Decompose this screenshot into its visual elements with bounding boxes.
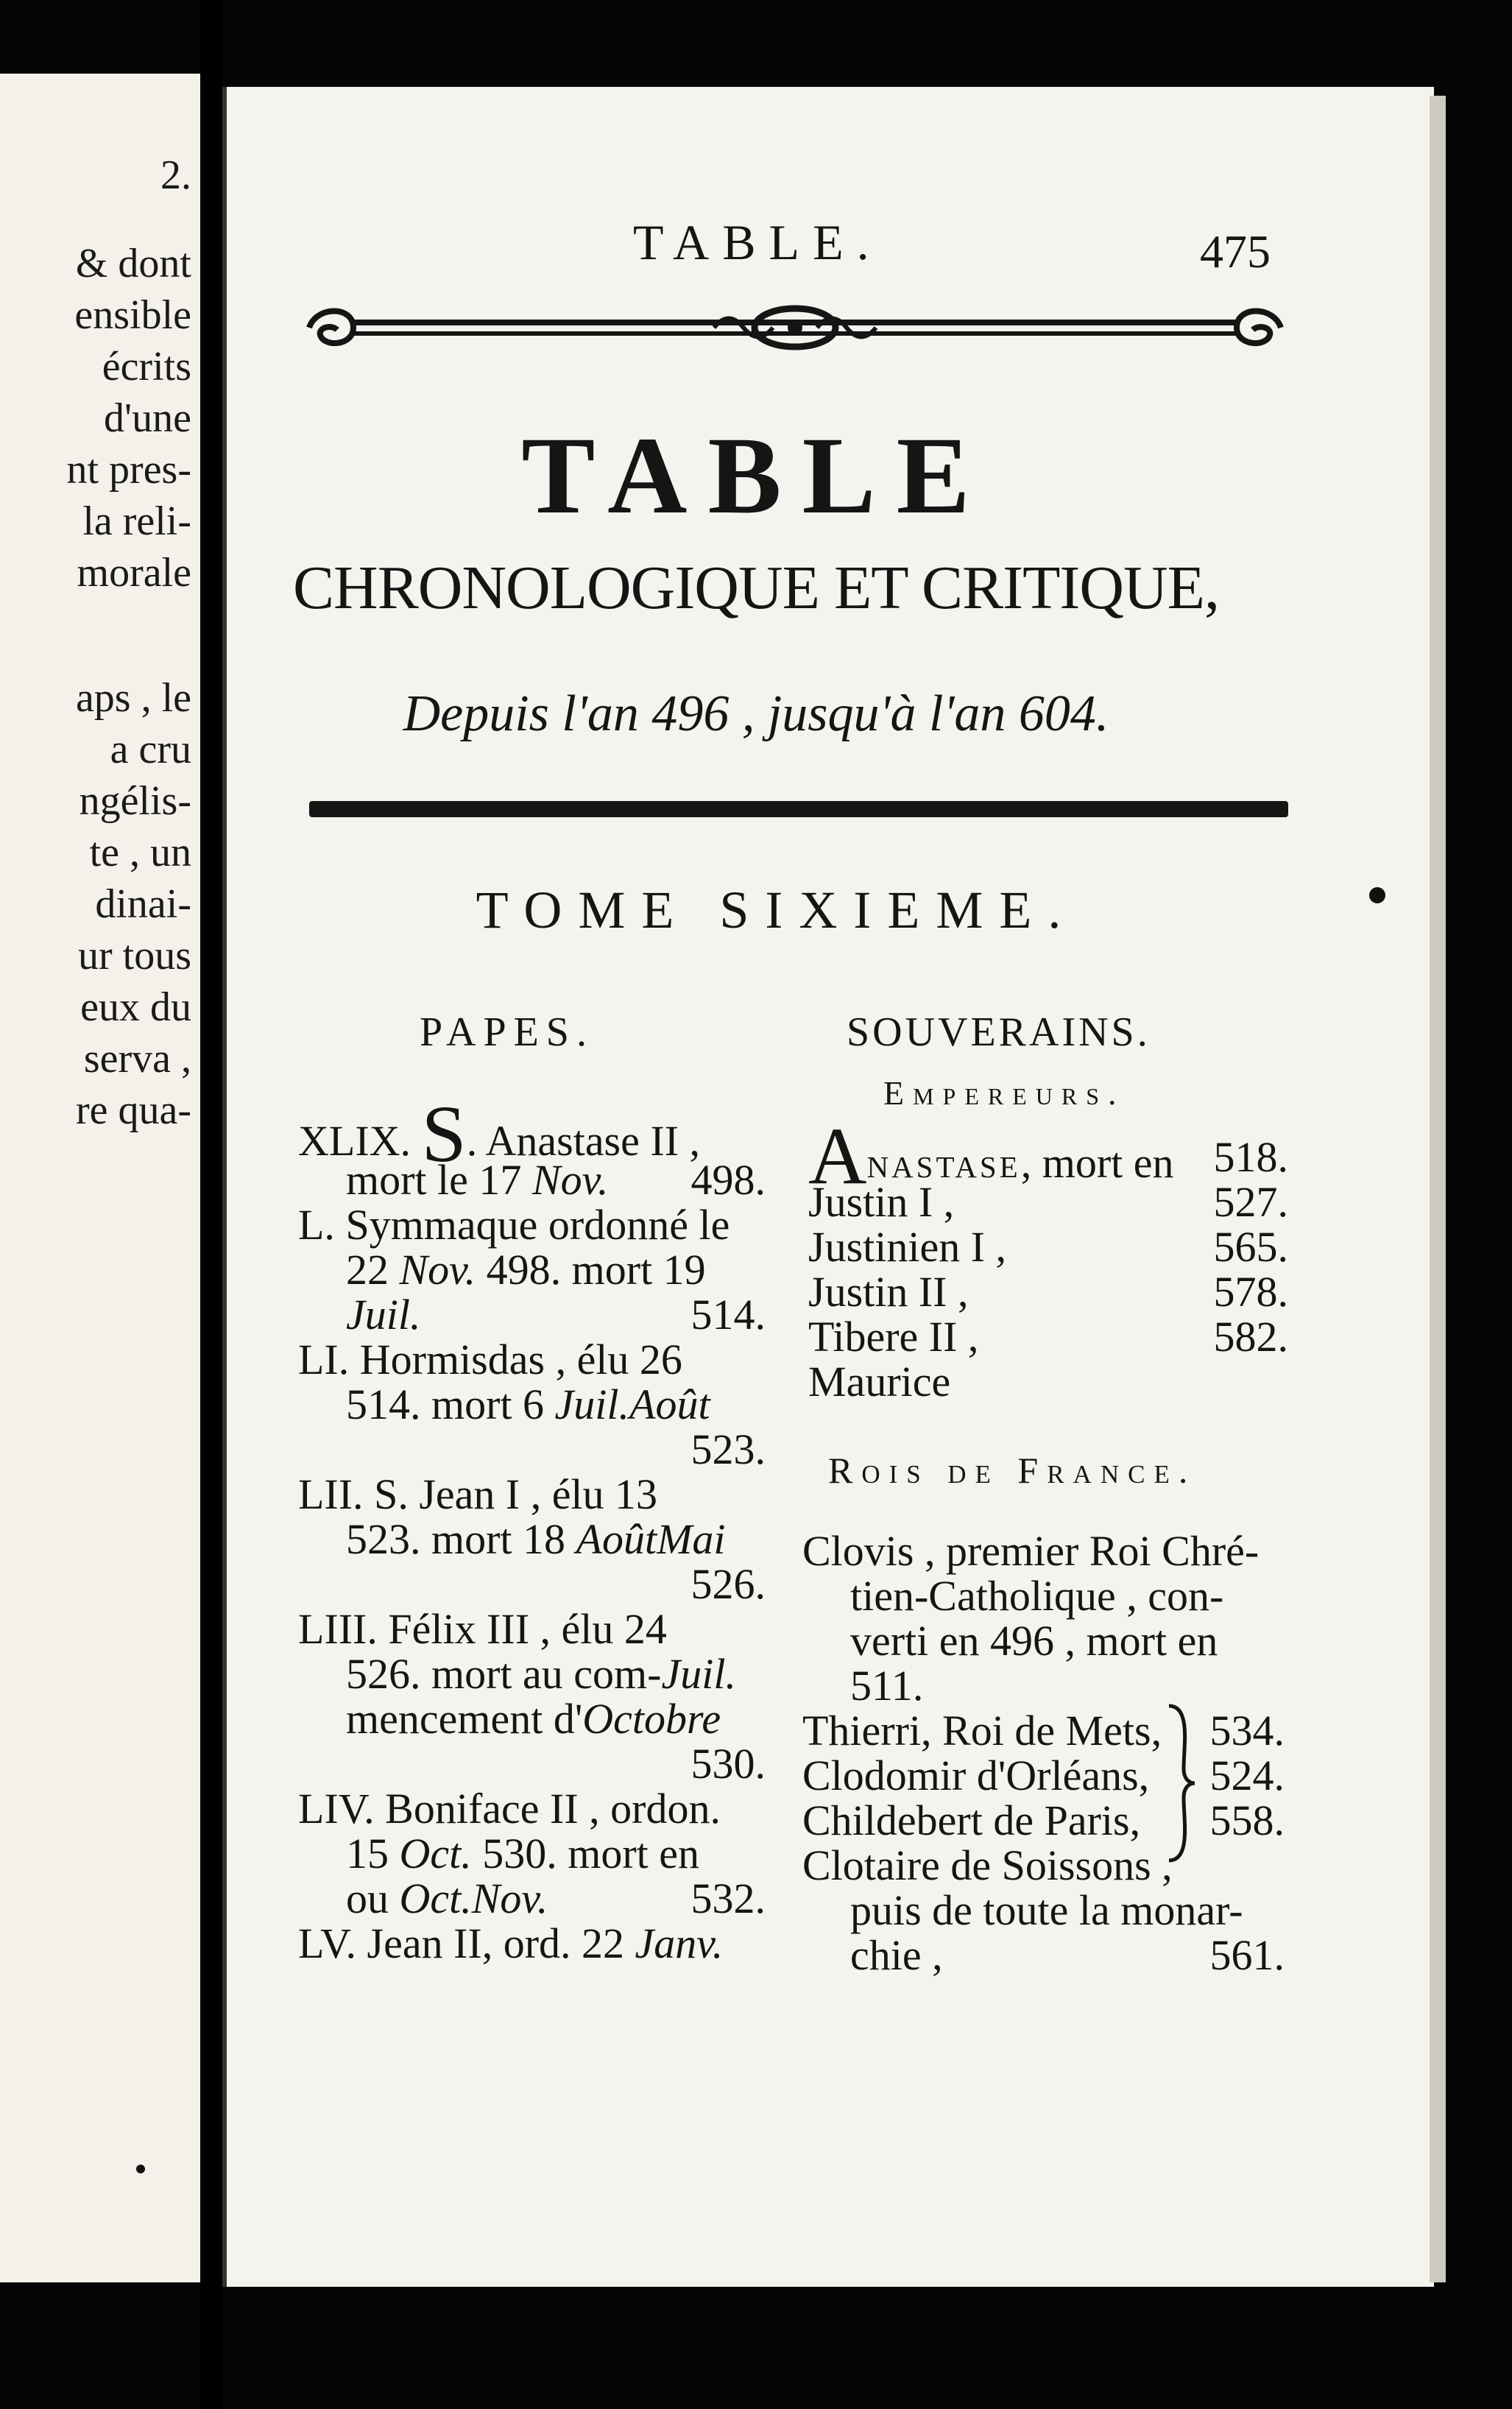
king-entry: chie ,: [850, 1931, 943, 1979]
left-page-line: morale: [77, 550, 191, 596]
entry-text: 523. mort 18: [346, 1515, 576, 1563]
left-page-line: ensible: [74, 292, 191, 338]
papes-line: [298, 1471, 657, 1518]
entry-text: Félix III , élu 24: [388, 1605, 667, 1653]
entry-text: mencement d': [346, 1695, 583, 1743]
entry-text: S. Jean I , élu 13: [374, 1470, 658, 1518]
year-number: 561.: [1209, 1931, 1285, 1979]
year-number: 582.: [1213, 1313, 1288, 1361]
italic-text: Oct.: [399, 1874, 472, 1922]
left-page-line: dinai-: [95, 881, 191, 927]
left-page-line: te , un: [89, 830, 191, 875]
left-page-line: ngélis-: [79, 778, 191, 824]
king-entry: verti en 496 , mort en: [850, 1617, 1218, 1665]
italic-text: Oct.: [399, 1830, 472, 1877]
emperor-name: Justin I ,: [808, 1178, 955, 1226]
horizontal-rule: [309, 801, 1288, 817]
year-number: 498.: [690, 1156, 766, 1204]
entry-text: mort le 17: [346, 1156, 532, 1204]
entry-text: ou: [346, 1874, 400, 1922]
volume-heading: TOME SIXIEME.: [476, 881, 1078, 939]
king-entry: Thierri, Roi de Mets,: [802, 1707, 1162, 1754]
papes-line: [346, 1516, 726, 1563]
souverains-heading: SOUVERAINS.: [847, 1009, 1151, 1055]
entry-text: 15: [346, 1830, 400, 1877]
left-page-line: nt pres-: [66, 447, 191, 493]
year-number: 524.: [1209, 1752, 1285, 1799]
drop-initial: S: [421, 1089, 467, 1179]
ink-spot: [1369, 887, 1385, 903]
papes-line: [346, 1291, 420, 1338]
entry-text: 22: [346, 1246, 400, 1294]
year-number: 523.: [690, 1425, 766, 1473]
pope-number: LIII.: [298, 1605, 378, 1653]
left-page-line: serva ,: [83, 1036, 191, 1082]
pope-number: XLIX.: [298, 1117, 411, 1165]
papes-line: [346, 1875, 548, 1922]
book-gutter: [200, 0, 222, 2409]
ornament-icon: [302, 302, 1288, 353]
italic-text: Octobre: [582, 1695, 721, 1743]
italic-text: Janv.: [635, 1919, 724, 1967]
emperor-entry: [808, 1269, 969, 1316]
italic-text: Nov.: [471, 1874, 548, 1922]
papes-line: [298, 1785, 721, 1833]
italic-text: Mai: [657, 1515, 726, 1563]
emperor-name: nastase: [866, 1139, 1021, 1187]
entry-text: 498. mort 19: [476, 1246, 706, 1294]
papes-line: [298, 1336, 682, 1383]
left-page-line: d'une: [104, 395, 191, 441]
king-entry: Clotaire de Soissons ,: [802, 1841, 1173, 1889]
papes-line: [298, 1606, 667, 1653]
papes-line: [346, 1651, 736, 1698]
entry-text: , mort en: [1020, 1139, 1174, 1187]
year-number: 565.: [1213, 1223, 1288, 1271]
left-page-line: a cru: [110, 727, 191, 772]
king-entry: Clovis , premier Roi Chré-: [802, 1527, 1260, 1575]
emperor-entry: [808, 1224, 1006, 1271]
entry-text: Hormisdas , élu 26: [359, 1336, 682, 1383]
italic-text: Juil.: [661, 1650, 736, 1698]
left-page-line: eux du: [80, 984, 191, 1030]
left-page-line: la reli-: [82, 498, 191, 544]
papes-heading: PAPES.: [420, 1009, 594, 1055]
pope-number: LII.: [298, 1470, 364, 1518]
year-number: 518.: [1213, 1133, 1288, 1181]
italic-text: Juil.: [346, 1291, 421, 1338]
king-entry: puis de toute la monar-: [850, 1886, 1243, 1934]
book-subtitle: CHRONOLOGIQUE ET CRITIQUE,: [293, 554, 1219, 622]
emperor-entry: [808, 1313, 978, 1361]
king-entry: Clodomir d'Orléans,: [802, 1752, 1150, 1799]
pope-number: L.: [298, 1201, 335, 1249]
left-facing-page: [0, 74, 200, 2282]
entry-text: 514. mort 6: [346, 1380, 555, 1428]
left-page-line: écrits: [102, 344, 191, 389]
year-number: 558.: [1209, 1796, 1285, 1844]
entry-text: Boniface II , ordon.: [385, 1785, 721, 1833]
italic-text: Août: [576, 1515, 657, 1563]
king-entry: Childebert de Paris,: [802, 1796, 1141, 1844]
emperor-name: Tibere II ,: [808, 1313, 979, 1361]
date-range: Depuis l'an 496 , jusqu'à l'an 604.: [403, 685, 1109, 742]
left-page-line: re qua-: [75, 1087, 191, 1133]
emperor-entry: [808, 1358, 950, 1405]
pope-number: LV.: [298, 1919, 357, 1967]
emperors-heading: Empereurs.: [883, 1074, 1126, 1112]
emperor-entry: [808, 1179, 954, 1226]
italic-text: Nov.: [531, 1156, 609, 1204]
emperor-name: Justin II ,: [808, 1268, 969, 1316]
pope-number: LIV.: [298, 1785, 375, 1833]
year-number: 532.: [690, 1874, 766, 1922]
page-number: 475: [1200, 225, 1271, 278]
italic-text: Juil.: [554, 1380, 630, 1428]
entry-text: 530. mort en: [471, 1830, 700, 1877]
pope-number: LI.: [298, 1336, 350, 1383]
papes-line: [298, 1920, 723, 1967]
king-entry: 511.: [850, 1662, 924, 1710]
emperor-name: Maurice: [808, 1358, 951, 1405]
papes-line: [346, 1381, 710, 1428]
papes-line: [346, 1830, 699, 1877]
entry-text: 526. mort au com-: [346, 1650, 662, 1698]
year-number: 578.: [1213, 1268, 1288, 1316]
entry-text: Jean II, ord. 22: [367, 1919, 635, 1967]
ink-spot: [136, 2165, 145, 2173]
decorative-ornament-band: [302, 302, 1288, 353]
emperor-name: Justinien I ,: [808, 1223, 1007, 1271]
papes-line: [298, 1202, 729, 1249]
left-page-line: ur tous: [78, 933, 191, 978]
entry-text: Symmaque ordonné le: [345, 1201, 730, 1249]
running-head: TABLE.: [633, 214, 883, 270]
italic-text: Nov.: [399, 1246, 476, 1294]
year-number: 526.: [690, 1560, 766, 1608]
papes-line: [346, 1157, 609, 1204]
left-page-line: & dont: [75, 241, 191, 286]
year-number: 530.: [690, 1740, 766, 1788]
kings-heading: Rois de France.: [828, 1450, 1197, 1491]
year-number: 534.: [1209, 1707, 1285, 1754]
king-entry: tien-Catholique , con-: [850, 1572, 1224, 1620]
year-number: 514.: [690, 1291, 766, 1338]
year-number: 527.: [1213, 1178, 1288, 1226]
papes-line: [346, 1246, 706, 1294]
curly-brace-icon: [1162, 1702, 1198, 1864]
entry-text: . Anastase II ,: [466, 1117, 701, 1165]
papes-line: [346, 1696, 721, 1743]
brace-mark: [1162, 1702, 1198, 1864]
drop-initial: A: [808, 1111, 867, 1201]
book-title: TABLE: [521, 415, 991, 537]
italic-text: Août: [629, 1380, 710, 1428]
left-page-line: 2.: [160, 152, 191, 198]
left-page-line: aps , le: [75, 675, 191, 721]
